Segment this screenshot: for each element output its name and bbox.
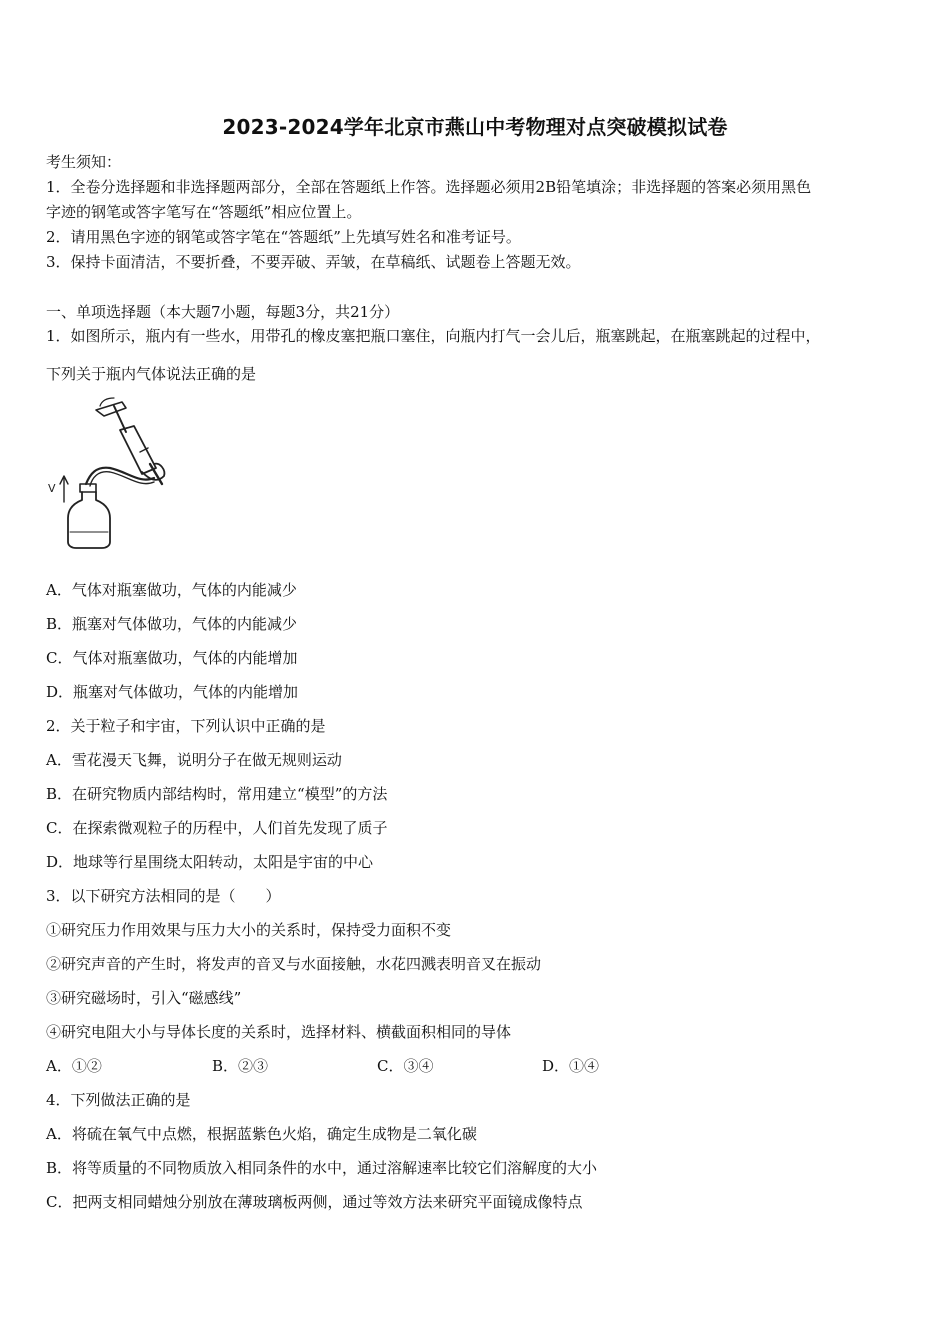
question-3-option: B．②③ bbox=[212, 1057, 269, 1075]
question-1-option: C．气体对瓶塞做功，气体的内能增加 bbox=[46, 649, 298, 667]
question-1-option: D．瓶塞对气体做功，气体的内能增加 bbox=[46, 683, 299, 701]
question-2-option: D．地球等行星围绕太阳转动，太阳是宇宙的中心 bbox=[46, 853, 374, 871]
question-4-option: A．将硫在氧气中点燃，根据蓝紫色火焰，确定生成物是二氧化碳 bbox=[46, 1125, 477, 1143]
question-3-option: A．①② bbox=[46, 1057, 102, 1075]
notice-item: 2．请用黑色字迹的钢笔或答字笔在“答题纸”上先填写姓名和准考证号。 bbox=[46, 228, 521, 246]
question-3-stem: 3．以下研究方法相同的是（ ） bbox=[46, 887, 281, 905]
question-1-option: A．气体对瓶塞做功，气体的内能减少 bbox=[46, 581, 297, 599]
question-3-option: D．①④ bbox=[542, 1057, 600, 1075]
question-3-item: ④研究电阻大小与导体长度的关系时，选择材料、横截面积相同的导体 bbox=[46, 1023, 512, 1041]
question-2-option: A．雪花漫天飞舞，说明分子在做无规则运动 bbox=[46, 751, 342, 769]
question-4-stem: 4．下列做法正确的是 bbox=[46, 1091, 191, 1109]
notice-heading: 考生须知： bbox=[46, 153, 122, 171]
page-title: 2023-2024学年北京市燕山中考物理对点突破模拟试卷 bbox=[222, 115, 728, 139]
figure-label: V bbox=[48, 482, 56, 495]
question-3-item: ②研究声音的产生时，将发声的音叉与水面接触，水花四溅表明音叉在振动 bbox=[46, 955, 542, 973]
question-4-option: B．将等质量的不同物质放入相同条件的水中，通过溶解速率比较它们溶解度的大小 bbox=[46, 1159, 598, 1177]
section-heading: 一、单项选择题（本大题7小题，每题3分，共21分） bbox=[46, 303, 400, 321]
question-2-stem: 2．关于粒子和宇宙，下列认识中正确的是 bbox=[46, 717, 326, 735]
notice-item: 3．保持卡面清洁，不要折叠，不要弄破、弄皱，在草稿纸、试题卷上答题无效。 bbox=[46, 253, 581, 271]
question-4-option: C．把两支相同蜡烛分别放在薄玻璃板两侧，通过等效方法来研究平面镜成像特点 bbox=[46, 1193, 583, 1211]
notice-item: 字迹的钢笔或答字笔写在“答题纸”相应位置上。 bbox=[46, 203, 362, 221]
pump-bottle-figure bbox=[44, 392, 174, 552]
question-3-option: C．③④ bbox=[377, 1057, 434, 1075]
question-1-option: B．瓶塞对气体做功，气体的内能减少 bbox=[46, 615, 298, 633]
question-3-item: ③研究磁场时，引入“磁感线” bbox=[46, 989, 242, 1007]
question-2-option: B．在研究物质内部结构时，常用建立“模型”的方法 bbox=[46, 785, 388, 803]
question-3-item: ①研究压力作用效果与压力大小的关系时，保持受力面积不变 bbox=[46, 921, 452, 939]
notice-item: 1．全卷分选择题和非选择题两部分，全部在答题纸上作答。选择题必须用2B铅笔填涂；非选择题的答案必须用黑色 bbox=[46, 178, 812, 196]
question-1-stem: 1．如图所示，瓶内有一些水，用带孔的橡皮塞把瓶口塞住，向瓶内打气一会儿后，瓶塞跳起，在瓶塞跳起的过程中， bbox=[46, 327, 821, 345]
question-1-stem: 下列关于瓶内气体说法正确的是 bbox=[46, 365, 257, 383]
question-2-option: C．在探索微观粒子的历程中，人们首先发现了质子 bbox=[46, 819, 388, 837]
